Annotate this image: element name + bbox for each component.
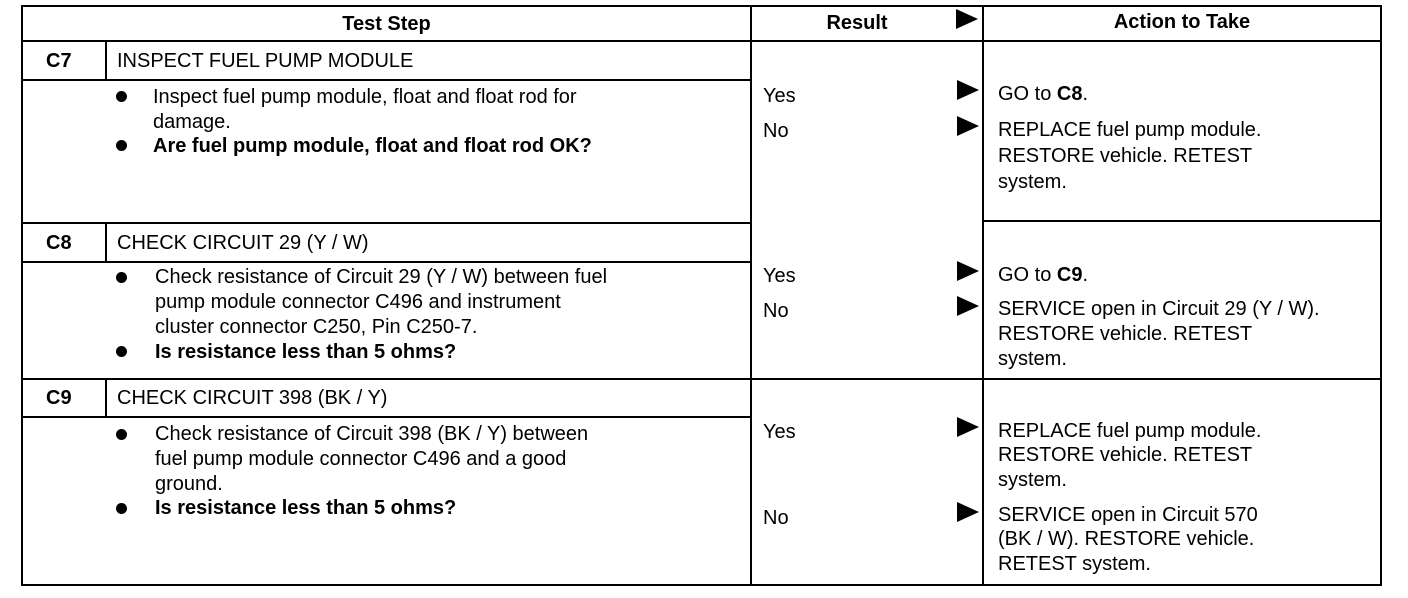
step-title: CHECK CIRCUIT 29 (Y / W) (117, 232, 369, 254)
step-title-underline (21, 79, 752, 81)
header-arrow-icon (956, 9, 978, 29)
arrow-icon (957, 296, 979, 316)
bullet-icon (116, 346, 127, 357)
action-no-line: REPLACE fuel pump module. (998, 119, 1262, 141)
bullet-question: Is resistance less than 5 ohms? (155, 497, 457, 519)
result-yes: Yes (763, 85, 796, 107)
bullet-icon (116, 272, 127, 283)
column-divider-result (750, 5, 752, 586)
bullet-icon (116, 429, 127, 440)
bullet-text-line: damage. (153, 111, 231, 133)
row-divider (21, 378, 1382, 380)
step-id-divider (105, 380, 107, 416)
step-id: C7 (46, 50, 72, 72)
step-id-divider (105, 224, 107, 261)
bullet-text-line: ground. (155, 473, 223, 495)
table-border-bottom (21, 584, 1382, 586)
bullet-icon (116, 503, 127, 514)
step-id-divider (105, 42, 107, 79)
action-no-line: RESTORE vehicle. RETEST (998, 145, 1253, 167)
result-no: No (763, 300, 789, 322)
arrow-icon (957, 261, 979, 281)
step-title-underline (21, 261, 752, 263)
result-no: No (763, 507, 789, 529)
bullet-text-line: pump module connector C496 and instrument (155, 291, 561, 313)
bullet-question: Is resistance less than 5 ohms? (155, 341, 457, 363)
action-no-line: SERVICE open in Circuit 29 (Y / W). (998, 298, 1320, 320)
row-divider (21, 222, 752, 224)
action-yes-line: RESTORE vehicle. RETEST (998, 444, 1253, 466)
action-no-line: RESTORE vehicle. RETEST (998, 323, 1253, 345)
action-text: . (1082, 264, 1089, 286)
action-no-line: system. (998, 348, 1067, 370)
step-title: CHECK CIRCUIT 398 (BK / Y) (117, 387, 388, 409)
bullet-question: Are fuel pump module, float and float rod OK? (153, 135, 592, 157)
action-text: GO to (998, 83, 1057, 105)
result-yes: Yes (763, 421, 796, 443)
header-test-step: Test Step (342, 13, 431, 35)
action-no-line: SERVICE open in Circuit 570 (998, 504, 1258, 526)
action-no-line: system. (998, 171, 1067, 193)
bullet-text-line: Inspect fuel pump module, float and float rod for (153, 86, 577, 108)
bullet-text-line: fuel pump module connector C496 and a good (155, 448, 567, 470)
action-text: . (1082, 83, 1089, 105)
bullet-text-line: Check resistance of Circuit 29 (Y / W) between fuel (155, 266, 608, 288)
bullet-text-line: Check resistance of Circuit 398 (BK / Y) between (155, 423, 589, 445)
header-action: Action to Take (1113, 11, 1251, 33)
header-result: Result (826, 12, 888, 34)
table-border-right (1380, 5, 1382, 586)
action-no-line: (BK / W). RESTORE vehicle. (998, 528, 1255, 550)
result-yes: Yes (763, 265, 796, 287)
result-no: No (763, 120, 789, 142)
step-id: C8 (46, 232, 72, 254)
row-divider-action (982, 220, 1382, 222)
step-title-underline (21, 416, 752, 418)
bullet-text-line: cluster connector C250, Pin C250-7. (155, 316, 478, 338)
arrow-icon (957, 80, 979, 100)
step-title: INSPECT FUEL PUMP MODULE (117, 50, 414, 72)
header-divider (21, 40, 1382, 42)
action-yes-line: system. (998, 469, 1067, 491)
action-step-ref: C9 (1056, 264, 1083, 286)
step-id: C9 (46, 387, 72, 409)
action-text: GO to (998, 264, 1057, 286)
bullet-icon (116, 91, 127, 102)
action-yes (998, 263, 1088, 288)
arrow-icon (957, 417, 979, 437)
arrow-icon (957, 116, 979, 136)
bullet-icon (116, 140, 127, 151)
action-yes-line: REPLACE fuel pump module. (998, 420, 1262, 442)
action-no-line: RETEST system. (998, 553, 1151, 575)
table-border-left (21, 5, 23, 586)
action-yes (998, 82, 1088, 107)
table-border-top (21, 5, 1382, 7)
action-step-ref: C8 (1056, 83, 1083, 105)
column-divider-action (982, 5, 984, 586)
arrow-icon (957, 502, 979, 522)
